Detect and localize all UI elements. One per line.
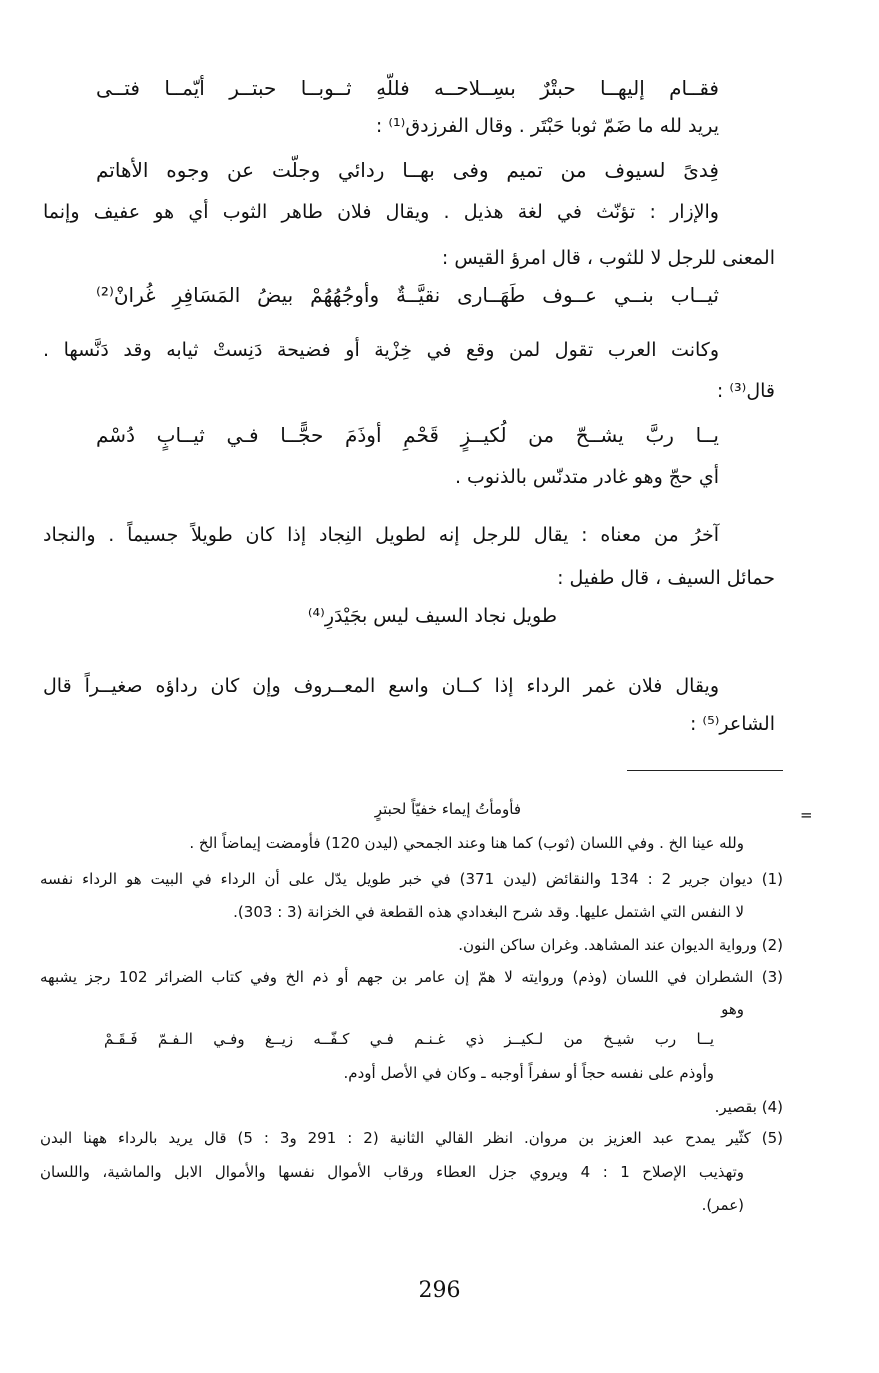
poem-verse-line: ثيــاب بنــي عــوف طَهَــارى نقيَّــةٌ وأوجُهُهُمْ بيضُ المَسَافِرِ غُرانْ⁽²⁾: [96, 283, 719, 307]
text-line: يريد لله ما ضَمّ ثوبا حَبْتَر . وقال الفرزدق⁽¹⁾ :: [375, 115, 719, 137]
footnote-line: وتهذيب الإصلاح 1 : 4 ويروي جزل العطاء ورقاب الأموال نفسها والأموال الابل والماشية، واللسان: [40, 1163, 744, 1181]
footnote-line: ولله عينا الخ . وفي اللسان (ثوب) كما هنا وعند الجمحي (ليدن 120) فأومضت إيماضاً الخ .: [189, 834, 744, 852]
footnote-line: (1) ديوان جرير 2 : 134 والنقائض (ليدن 371) في خبر طويل يدّل على أن الرداء في البيت هو الرداء نفسه: [40, 870, 783, 888]
poem-verse-line: فقــام إليهــا حبتْرٌ بسِــلاحــه فللّهِ ثــوبــا حبتــر أيّمــا فتــى: [96, 76, 719, 100]
text-line: والإزار : تؤنّث في لغة هذيل . ويقال فلان طاهر الثوب أي هو عفيف وإنما: [43, 201, 719, 223]
text-line: وكانت العرب تقول لمن وقع في خِزْية أو فضيحة دَنِستْ ثيابه وقد دَنَّسها .: [43, 339, 719, 361]
margin-mark: =: [800, 806, 813, 824]
footnote-line: (2) ورواية الديوان عند المشاهد. وغران ساكن النون.: [458, 936, 783, 954]
footnote-line: وهو: [721, 1000, 744, 1018]
text-line: قال⁽³⁾ :: [716, 380, 775, 402]
text-line: الشاعر⁽⁵⁾ :: [689, 713, 775, 735]
footnote-line: وأوذم على نفسه حجاً أو سفراً أوجبه ـ وكان في الأصل أودم.: [343, 1064, 714, 1082]
footnote-verse: فأومأتُ إيماء خفيّاً لحبترٍ: [374, 800, 521, 818]
poem-verse-line: طويل نجاد السيف ليس بجَيْدَرِ⁽⁴⁾: [307, 605, 557, 627]
text-line: حمائل السيف ، قال طفيل :: [557, 567, 775, 589]
footnote-verse: يــا رب شيـخ من لـكيــز ذي غـنـم فـي كـفّــه زيــغ وفـي الـفـمّ فَـقَـمْ: [104, 1030, 714, 1048]
footnote-line: لا النفس التي اشتمل عليها. وقد شرح البغدادي هذه القطعة في الخزانة (3 : 303).: [233, 903, 744, 921]
poem-verse-line: فِدىً لسيوف من تميم وفى بهــا ردائي وجلّت عن وجوه الأهاتم: [96, 158, 719, 182]
footnote-separator: [627, 770, 783, 771]
text-line: المعنى للرجل لا للثوب ، قال امرؤ القيس :: [441, 247, 775, 269]
footnote-line: (5) كثّير يمدح عبد العزيز بن مروان. انظر القالي الثانية (2 : 291 و3 : 5) قال يريد بالرداء ههنا البدن: [40, 1129, 784, 1147]
text-line: أي حجّ وهو غادر متدنّس بالذنوب .: [454, 466, 719, 488]
footnote-line: (3) الشطران في اللسان (وذم) وروايته لا همّ إن عامر بن جهم أو ذم الخ وفي كتاب الضرائر 102 رجز يشبهه: [40, 968, 783, 986]
page-number: 296: [418, 1278, 461, 1303]
poem-verse-line: يــا ربَّ يشــحّ من لُكيــزٍ قَحْمِ أوذَمَ حجًّــا فـي ثيــابٍ دُسْم: [96, 423, 719, 447]
text-line: ويقال فلان غمر الرداء إذا كــان واسع المعــروف وإن كان رداؤه صغيــراً قال: [43, 675, 719, 697]
text-line: آخرُ من معناه : يقال للرجل إنه لطويل النِجاد إذا كان طويلاً جسيماً . والنجاد: [43, 524, 719, 546]
footnote-line: (عمر).: [701, 1196, 744, 1214]
footnote-line: (4) بقصير.: [714, 1098, 783, 1116]
